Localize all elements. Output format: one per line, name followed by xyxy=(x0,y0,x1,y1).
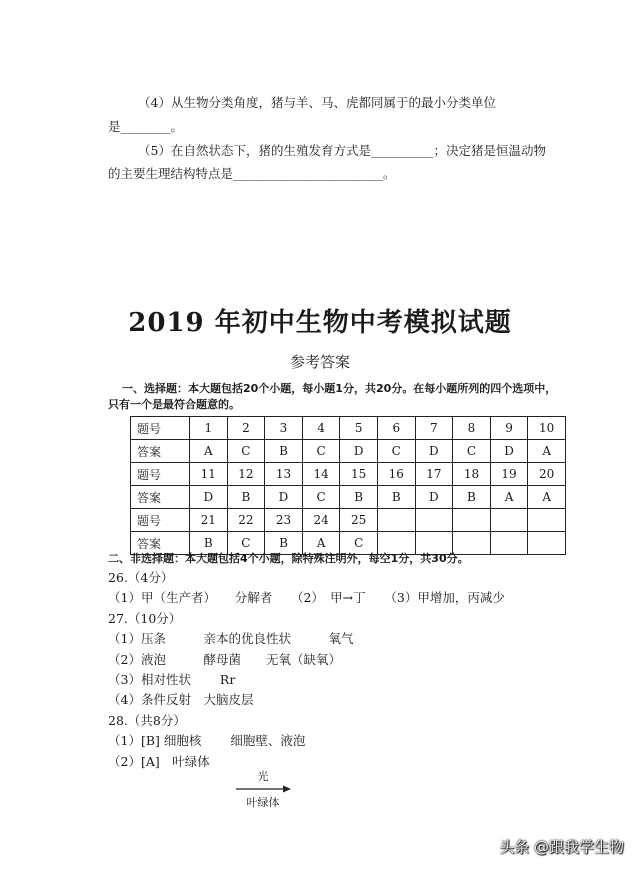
page-title: 2019 年初中生物中考模拟试题 xyxy=(128,308,512,338)
table-cell: 9 xyxy=(490,417,528,440)
table-cell: A xyxy=(490,486,528,509)
photosynthesis-arrow xyxy=(234,768,292,808)
q5-line1: （5）在自然状态下，猪的生殖发育方式是__________；决定猪是恒温动物 xyxy=(138,143,546,158)
table-row-header: 题号 xyxy=(131,509,190,532)
table-row xyxy=(131,463,566,486)
answer-27-item2: （2）液泡 酵母菌 无氧（缺氧） xyxy=(108,652,341,667)
table-cell: 11 xyxy=(190,463,228,486)
table-cell: D xyxy=(415,486,453,509)
table-row-header: 题号 xyxy=(131,417,190,440)
table-cell xyxy=(490,509,528,532)
table-cell xyxy=(528,532,566,555)
answer-28-item2: （2）[A] 叶绿体 xyxy=(108,754,210,769)
table-row-header: 答案 xyxy=(131,440,190,463)
answer-27-item1: （1）压条 亲本的优良性状 氧气 xyxy=(108,631,354,646)
table-cell: 14 xyxy=(302,463,340,486)
table-cell xyxy=(490,532,528,555)
q4-line1: （4）从生物分类角度，猪与羊、马、虎都同属于的最小分类单位 xyxy=(138,95,496,110)
table-cell: 19 xyxy=(490,463,528,486)
table-cell: C xyxy=(227,440,265,463)
answer-27-item4: （4）条件反射 大脑皮层 xyxy=(108,692,254,707)
section1-line1-text: 一、选择题：本大题包括20个小题，每小题1分，共20分。在每小题所列的四个选项中， xyxy=(122,382,557,395)
table-cell: A xyxy=(528,440,566,463)
arrow-label-light: 光 xyxy=(257,770,269,783)
table-row-header: 答案 xyxy=(131,486,190,509)
table-cell: 3 xyxy=(265,417,303,440)
table-cell: C xyxy=(227,532,265,555)
table-cell: 5 xyxy=(340,417,378,440)
section1-line1 xyxy=(122,381,556,396)
table-cell: 10 xyxy=(528,417,566,440)
table-cell: 1 xyxy=(190,417,228,440)
table-cell: 13 xyxy=(265,463,303,486)
table-cell: B xyxy=(265,440,303,463)
table-cell: 18 xyxy=(453,463,491,486)
section2-heading-text: 二、非选择题：本大题包括4个小题，除特殊注明外，每空1分，共30分。 xyxy=(108,552,469,565)
q4-line2: 是________。 xyxy=(108,119,184,134)
section1-line2 xyxy=(108,397,240,412)
table-cell xyxy=(377,509,415,532)
table-cell: 7 xyxy=(415,417,453,440)
page-subtitle: 参考答案 xyxy=(289,353,350,371)
table-cell xyxy=(528,509,566,532)
table-cell: 6 xyxy=(377,417,415,440)
table-cell: 23 xyxy=(265,509,303,532)
table-cell: 16 xyxy=(377,463,415,486)
table-cell: B xyxy=(265,532,303,555)
table-cell: 22 xyxy=(227,509,265,532)
answer-26-heading: 26.（4分） xyxy=(108,570,174,585)
section2-heading xyxy=(108,551,469,566)
answer-table xyxy=(130,416,566,555)
q5-line2: 的主要生理结构特点是________________________。 xyxy=(108,166,396,181)
right-arrow-icon xyxy=(234,785,292,793)
table-cell: 17 xyxy=(415,463,453,486)
table-cell: D xyxy=(490,440,528,463)
arrow-label-chloroplast: 叶绿体 xyxy=(246,796,280,809)
table-cell: D xyxy=(340,440,378,463)
table-cell: C xyxy=(377,440,415,463)
table-cell: A xyxy=(190,440,228,463)
table-cell: 25 xyxy=(340,509,378,532)
table-cell: 4 xyxy=(302,417,340,440)
table-row-header: 题号 xyxy=(131,463,190,486)
table-cell: 21 xyxy=(190,509,228,532)
table-cell: B xyxy=(377,486,415,509)
table-cell: A xyxy=(528,486,566,509)
section1-line2-text: 只有一个是最符合题意的。 xyxy=(108,398,240,411)
table-cell xyxy=(415,509,453,532)
table-cell xyxy=(453,509,491,532)
answer-26-items: （1）甲（生产者） 分解者 （2） 甲→丁 （3）甲增加，丙减少 xyxy=(108,590,505,605)
answer-28-item1: （1）[B] 细胞核 细胞壁、液泡 xyxy=(108,733,306,748)
table-row xyxy=(131,509,566,532)
table-row xyxy=(131,440,566,463)
watermark: 头条 @跟我学生物 xyxy=(499,838,624,856)
table-cell: D xyxy=(190,486,228,509)
table-cell: 20 xyxy=(528,463,566,486)
table-cell: C xyxy=(453,440,491,463)
table-cell: C xyxy=(302,440,340,463)
answer-27-item3: （3）相对性状 Rr xyxy=(108,672,236,687)
table-row-header: 答案 xyxy=(131,532,190,555)
table-cell: D xyxy=(265,486,303,509)
table-cell: C xyxy=(302,486,340,509)
table-cell: B xyxy=(190,532,228,555)
table-cell: C xyxy=(340,532,378,555)
answer-27-heading: 27.（10分） xyxy=(108,611,182,626)
table-cell: 2 xyxy=(227,417,265,440)
table-cell: B xyxy=(453,486,491,509)
table-cell: A xyxy=(302,532,340,555)
answer-28-heading: 28.（共8分） xyxy=(108,713,186,728)
table-cell: 12 xyxy=(227,463,265,486)
table-cell: 24 xyxy=(302,509,340,532)
table-cell: D xyxy=(415,440,453,463)
table-cell: 15 xyxy=(340,463,378,486)
table-row xyxy=(131,417,566,440)
table-cell: B xyxy=(340,486,378,509)
table-row xyxy=(131,486,566,509)
table-cell: 8 xyxy=(453,417,491,440)
table-cell: B xyxy=(227,486,265,509)
